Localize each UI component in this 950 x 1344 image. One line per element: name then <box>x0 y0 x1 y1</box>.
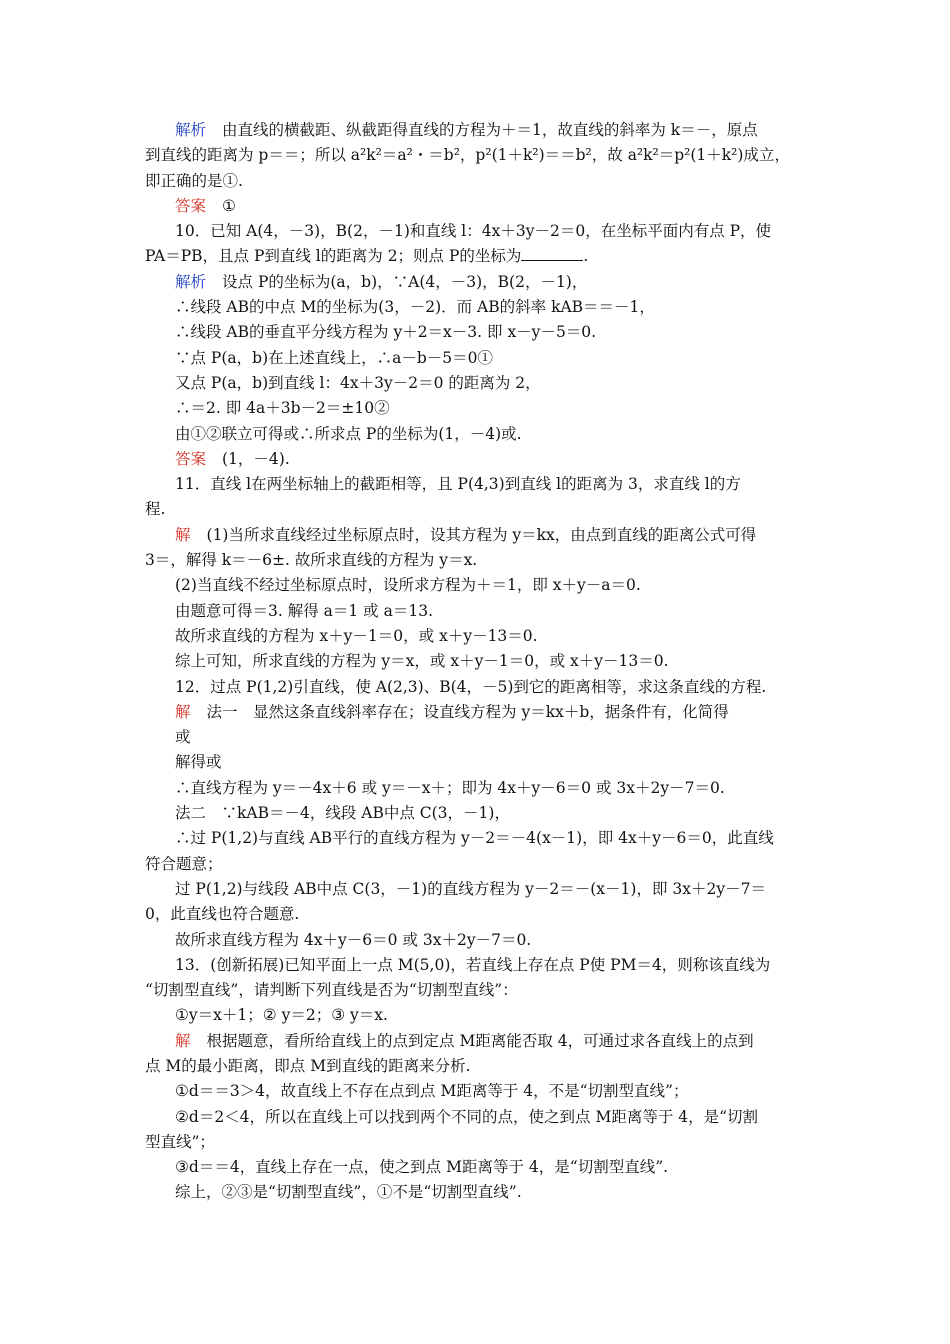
line-text: 故所求直线的方程为 x＋y－1＝0，或 x＋y－13＝0. <box>175 626 538 645</box>
line-text: 又点 P(a，b)到直线 l：4x＋3y－2＝0 的距离为 2， <box>175 373 541 392</box>
text-line <box>145 219 810 244</box>
text-line <box>145 1003 810 1028</box>
line-text: 3＝，解得 k＝－6±. 故所求直线的方程为 y＝x. <box>145 551 478 570</box>
text-line <box>145 1029 810 1054</box>
text-line <box>145 700 810 725</box>
text-line <box>145 1079 810 1104</box>
line-text: 根据题意，看所给直线上的点到定点 M距离能否取 4，可通过求各直线上的点到 <box>206 1031 754 1050</box>
line-text: ∴线段 AB的垂直平分线方程为 y＋2＝x－3. 即 x－y－5＝0. <box>175 323 597 342</box>
line-text: 设点 P的坐标为(a，b)，∵A(4，－3)，B(2，－1)， <box>222 272 588 291</box>
answer-blank <box>521 246 583 261</box>
answer-label: 答案 <box>175 196 207 215</box>
text-line <box>145 497 810 522</box>
text-line <box>145 826 810 851</box>
text-line <box>145 422 810 447</box>
line-text-end: . <box>583 247 589 266</box>
answer-label: 答案 <box>175 449 207 468</box>
answer-label: 解析 <box>175 272 207 291</box>
line-text: 或 <box>175 728 191 747</box>
line-text: 综上，②③是“切割型直线”，①不是“切割型直线”. <box>175 1183 522 1202</box>
line-text: ∴直线方程为 y＝－4x＋6 或 y＝－x＋；即为 4x＋y－6＝0 或 3x＋2y－7＝0. <box>175 778 725 797</box>
text-line <box>145 725 810 750</box>
text-line <box>145 877 810 902</box>
line-text: 0，此直线也符合题意. <box>145 905 300 924</box>
line-text: 法二 ∵kAB＝－4，线段 AB中点 C(3，－1)， <box>175 804 510 823</box>
line-text: 由题意可得＝3. 解得 a＝1 或 a＝13. <box>175 601 433 620</box>
line-text: 法一 显然这条直线斜率存在；设直线方程为 y＝kx＋b，据条件有，化简得 <box>206 702 729 721</box>
line-text: “切割型直线”，请判断下列直线是否为“切割型直线”： <box>145 981 518 1000</box>
text-line <box>145 143 810 168</box>
text-line <box>145 776 810 801</box>
text-line <box>145 447 810 472</box>
line-text: 解得或 <box>175 753 222 772</box>
line-text: 点 M的最小距离，即点 M到直线的距离来分析. <box>145 1056 471 1075</box>
text-line <box>145 270 810 295</box>
text-line <box>145 169 810 194</box>
answer-label: 解 <box>175 525 191 544</box>
line-text: PA＝PB，且点 P到直线 l的距离为 2；则点 P的坐标为 <box>145 247 522 266</box>
line-text: ∵点 P(a，b)在上述直线上，∴a－b－5＝0① <box>175 348 494 367</box>
text-line <box>145 573 810 598</box>
text-line <box>145 396 810 421</box>
text-line <box>145 953 810 978</box>
text-line <box>145 548 810 573</box>
line-text: (1)当所求直线经过坐标原点时，设其方程为 y＝kx，由点到直线的距离公式可得 <box>206 525 757 544</box>
line-text: 程. <box>145 500 166 519</box>
text-line <box>145 523 810 548</box>
line-text: 故所求直线方程为 4x＋y－6＝0 或 3x＋2y－7＝0. <box>175 930 532 949</box>
line-text: 即正确的是①. <box>145 171 243 190</box>
text-line <box>145 801 810 826</box>
line-text: 由直线的横截距、纵截距得直线的方程为＋＝1，故直线的斜率为 k＝－，原点 <box>222 121 758 139</box>
line-text: 10．已知 A(4，－3)，B(2，－1)和直线 l：4x＋3y－2＝0，在坐标平面内有点 P，使 <box>175 222 772 241</box>
text-line <box>145 902 810 927</box>
text-line <box>145 1155 810 1180</box>
line-text: 综上可知，所求直线的方程为 y＝x，或 x＋y－1＝0，或 x＋y－13＝0. <box>175 652 669 671</box>
line-text: (1，－4). <box>222 449 290 468</box>
text-line <box>145 750 810 775</box>
line-text: 由①②联立可得或∴所求点 P的坐标为(1，－4)或. <box>175 424 522 443</box>
document-body <box>145 118 810 1206</box>
line-text: ∴＝2. 即 4a＋3b－2＝±10② <box>175 399 390 418</box>
line-text: 13．(创新拓展)已知平面上一点 M(5,0)，若直线上存在点 P使 PM＝4，则称该直线为 <box>175 955 771 974</box>
text-line <box>145 1130 810 1155</box>
line-text: 型直线”； <box>145 1132 215 1151</box>
line-text: ①d＝＝3＞4，故直线上不存在点到点 M距离等于 4，不是“切割型直线”； <box>175 1082 689 1101</box>
line-text: ∴过 P(1,2)与直线 AB平行的直线方程为 y－2＝－4(x－1)，即 4x＋y－6＝0，此直线 <box>175 829 774 848</box>
text-line <box>145 1105 810 1130</box>
line-text: 11．直线 l在两坐标轴上的截距相等，且 P(4,3)到直线 l的距离为 3，求直线 l的方 <box>175 475 741 494</box>
text-line <box>145 978 810 1003</box>
text-line <box>145 371 810 396</box>
text-line <box>145 1180 810 1205</box>
line-text: (2)当直线不经过坐标原点时，设所求方程为＋＝1，即 x＋y－a＝0. <box>175 576 641 595</box>
text-line <box>145 1054 810 1079</box>
text-line <box>145 675 810 700</box>
line-text: ①y＝x＋1；② y＝2；③ y＝x. <box>175 1006 388 1025</box>
text-line <box>145 928 810 953</box>
answer-label: 解析 <box>175 121 207 139</box>
line-text: ① <box>222 196 236 215</box>
answer-label: 解 <box>175 1031 191 1050</box>
text-line <box>145 295 810 320</box>
text-line <box>145 852 810 877</box>
line-text: ③d＝＝4，直线上存在一点，使之到点 M距离等于 4，是“切割型直线”. <box>175 1158 669 1177</box>
line-text: 符合题意； <box>145 854 223 873</box>
line-text: 到直线的距离为 p＝＝；所以 a²k²＝a²・＝b²，p²(1＋k²)＝＝b²，故 a²k²＝p²(1＋k²)成立， <box>145 146 790 165</box>
text-line <box>145 649 810 674</box>
text-line <box>145 320 810 345</box>
text-line <box>145 118 810 143</box>
line-text: 12．过点 P(1,2)引直线，使 A(2,3)、B(4，－5)到它的距离相等，求这条直线的方程. <box>175 677 767 696</box>
line-text: 过 P(1,2)与线段 AB中点 C(3，－1)的直线方程为 y－2＝－(x－1)，即 3x＋2y－7＝ <box>175 879 766 898</box>
text-line <box>145 194 810 219</box>
text-line <box>145 346 810 371</box>
line-text: ∴线段 AB的中点 M的坐标为(3，－2)．而 AB的斜率 kAB＝＝－1， <box>175 298 655 317</box>
text-line <box>145 472 810 497</box>
line-text: ②d＝2＜4，所以在直线上可以找到两个不同的点，使之到点 M距离等于 4，是“切割 <box>175 1107 759 1126</box>
text-line <box>145 244 810 269</box>
answer-label: 解 <box>175 702 191 721</box>
text-line <box>145 624 810 649</box>
text-line <box>145 599 810 624</box>
